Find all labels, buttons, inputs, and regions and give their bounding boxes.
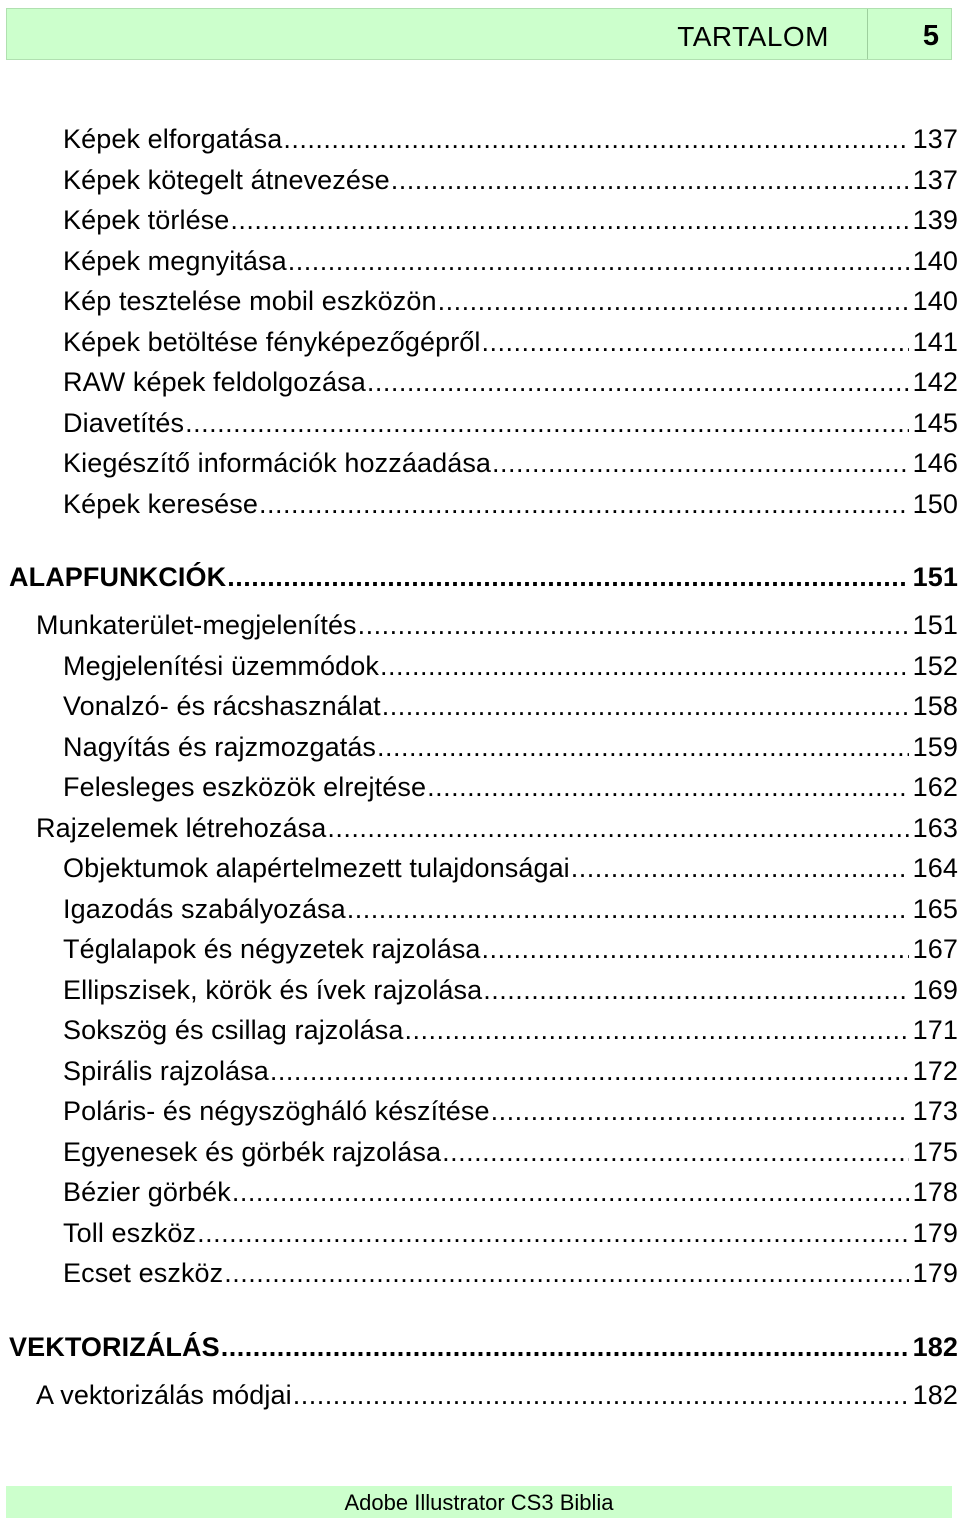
toc-leader-dots (197, 1218, 908, 1249)
toc-entry-page: 159 (912, 732, 958, 762)
toc-leader-dots (438, 286, 909, 317)
toc-entry[interactable] (63, 975, 958, 1006)
toc-entry-page: 179 (912, 1218, 958, 1248)
toc-entry-page: 140 (912, 286, 958, 316)
toc-entry-page: 171 (912, 1015, 958, 1045)
toc-entry[interactable] (63, 246, 958, 277)
toc-entry-page: 137 (912, 124, 958, 154)
toc-entry-page: 167 (912, 934, 958, 964)
toc-entry-label: Kép tesztelése mobil eszközön (63, 286, 437, 316)
toc-entry-label: Képek megnyitása (63, 246, 287, 276)
header-title: TARTALOM (677, 21, 829, 52)
toc-section-entry[interactable] (36, 610, 958, 641)
toc-entry[interactable] (63, 732, 958, 763)
toc-entry[interactable] (63, 1015, 958, 1046)
toc-entry-page: 139 (912, 205, 958, 235)
toc-entry[interactable] (63, 651, 958, 682)
toc-leader-dots (327, 813, 908, 844)
toc-chapter-entry[interactable] (9, 1332, 958, 1363)
toc-entry-label: A vektorizálás módjai (36, 1380, 292, 1410)
toc-entry[interactable] (63, 1056, 958, 1087)
page-header (6, 8, 952, 60)
toc-entry-label: Rajzelemek létrehozása (36, 813, 327, 843)
toc-leader-dots (232, 1177, 909, 1208)
toc-leader-dots (482, 327, 909, 358)
toc-entry-page: 164 (912, 853, 958, 883)
toc-entry[interactable] (63, 772, 958, 803)
toc-entry-label: Egyenesek és görbék rajzolása (63, 1137, 442, 1167)
toc-entry-page: 140 (912, 246, 958, 276)
toc-entry[interactable] (63, 1177, 958, 1208)
toc-entry-label: Képek kötegelt átnevezése (63, 165, 390, 195)
toc-entry[interactable] (63, 691, 958, 722)
toc-entry-page: 173 (912, 1096, 958, 1126)
toc-leader-dots (367, 367, 909, 398)
toc-leader-dots (492, 448, 909, 479)
toc-entry[interactable] (63, 408, 958, 439)
header-page-number: 5 (922, 20, 939, 52)
toc-leader-dots (230, 205, 908, 236)
toc-entry-label: Ellipszisek, körök és ívek rajzolása (63, 975, 483, 1005)
toc-leader-dots (404, 1015, 908, 1046)
toc-entry-page: 137 (912, 165, 958, 195)
toc-entry[interactable] (63, 1258, 958, 1289)
toc-leader-dots (221, 1332, 909, 1363)
toc-leader-dots (185, 408, 909, 439)
toc-entry-label: ALAPFUNKCIÓK (9, 562, 227, 592)
toc-entry-label: Ecset eszköz (63, 1258, 224, 1288)
toc-entry-page: 172 (912, 1056, 958, 1086)
toc-entry-label: Munkaterület-megjelenítés (36, 610, 357, 640)
toc-entry-label: Diavetítés (63, 408, 185, 438)
toc-entry-page: 175 (912, 1137, 958, 1167)
toc-entry[interactable] (63, 286, 958, 317)
toc-entry-page: 152 (912, 651, 958, 681)
toc-entry-page: 141 (912, 327, 958, 357)
toc-entry-label: VEKTORIZÁLÁS (9, 1332, 220, 1362)
toc-leader-dots (358, 610, 909, 641)
toc-leader-dots (224, 1258, 908, 1289)
toc-entry-label: Téglalapok és négyzetek rajzolása (63, 934, 481, 964)
toc-entry-label: Kiegészítő információk hozzáadása (63, 448, 492, 478)
toc-entry-page: 151 (912, 562, 958, 592)
toc-entry-label: Felesleges eszközök elrejtése (63, 772, 427, 802)
toc-entry-page: 182 (912, 1380, 958, 1410)
toc-entry[interactable] (63, 367, 958, 398)
toc-entry-page: 145 (912, 408, 958, 438)
toc-leader-dots (427, 772, 909, 803)
toc-entry-label: Toll eszköz (63, 1218, 197, 1248)
footer-book-title: Adobe Illustrator CS3 Biblia (344, 1490, 614, 1515)
toc-entry[interactable] (63, 894, 958, 925)
toc-entry-page: 163 (912, 813, 958, 843)
toc-entry[interactable] (63, 124, 958, 155)
toc-leader-dots (283, 124, 908, 155)
toc-leader-dots (227, 562, 908, 593)
toc-leader-dots (270, 1056, 909, 1087)
toc-entry[interactable] (63, 489, 958, 520)
toc-entry-page: 146 (912, 448, 958, 478)
toc-leader-dots (259, 489, 909, 520)
toc-leader-dots (347, 894, 909, 925)
toc-entry-page: 182 (912, 1332, 958, 1362)
toc-entry-label: Bézier görbék (63, 1177, 231, 1207)
page-footer (6, 1486, 952, 1518)
toc-entry[interactable] (63, 1218, 958, 1249)
toc-entry-page: 179 (912, 1258, 958, 1288)
toc-entry-page: 151 (912, 610, 958, 640)
toc-leader-dots (377, 732, 909, 763)
toc-entry-page: 158 (912, 691, 958, 721)
toc-leader-dots (288, 246, 909, 277)
toc-entry-label: Nagyítás és rajzmozgatás (63, 732, 377, 762)
toc-entry-page: 162 (912, 772, 958, 802)
toc-leader-dots (380, 651, 909, 682)
toc-leader-dots (293, 1380, 909, 1411)
toc-leader-dots (482, 934, 909, 965)
toc-entry-page: 150 (912, 489, 958, 519)
toc-entry-label: Képek keresése (63, 489, 259, 519)
toc-leader-dots (483, 975, 908, 1006)
toc-entry[interactable] (63, 934, 958, 965)
toc-entry[interactable] (63, 165, 958, 196)
toc-entry-page: 178 (912, 1177, 958, 1207)
toc-entry[interactable] (63, 205, 958, 236)
toc-entry-label: Sokszög és csillag rajzolása (63, 1015, 404, 1045)
toc-entry-label: Képek törlése (63, 205, 230, 235)
toc-leader-dots (571, 853, 909, 884)
toc-section-entry[interactable] (36, 813, 958, 844)
toc-entry-label: Spirális rajzolása (63, 1056, 269, 1086)
toc-entry-label: RAW képek feldolgozása (63, 367, 366, 397)
toc-leader-dots (442, 1137, 909, 1168)
toc-leader-dots (491, 1096, 909, 1127)
toc-entry[interactable] (63, 1137, 958, 1168)
toc-entry[interactable] (63, 1096, 958, 1127)
toc-entry-label: Képek betöltése fényképezőgépről (63, 327, 481, 357)
toc-entry-label: Megjelenítési üzemmódok (63, 651, 379, 681)
toc-entry-page: 165 (912, 894, 958, 924)
toc-entry[interactable] (63, 853, 958, 884)
toc-entry[interactable] (63, 448, 958, 479)
toc-entry-page: 169 (912, 975, 958, 1005)
toc-section-entry[interactable] (36, 1380, 958, 1411)
toc-entry-page: 142 (912, 367, 958, 397)
toc-entry[interactable] (63, 327, 958, 358)
toc-entry-label: Objektumok alapértelmezett tulajdonságai (63, 853, 570, 883)
toc-chapter-entry[interactable] (9, 562, 958, 593)
toc-entry-label: Poláris- és négyszögháló készítése (63, 1096, 490, 1126)
toc-entry-label: Képek elforgatása (63, 124, 283, 154)
toc-entry-label: Igazodás szabályozása (63, 894, 346, 924)
toc-leader-dots (382, 691, 909, 722)
toc-leader-dots (391, 165, 909, 196)
toc-entry-label: Vonalzó- és rácshasználat (63, 691, 381, 721)
header-divider (867, 9, 868, 59)
